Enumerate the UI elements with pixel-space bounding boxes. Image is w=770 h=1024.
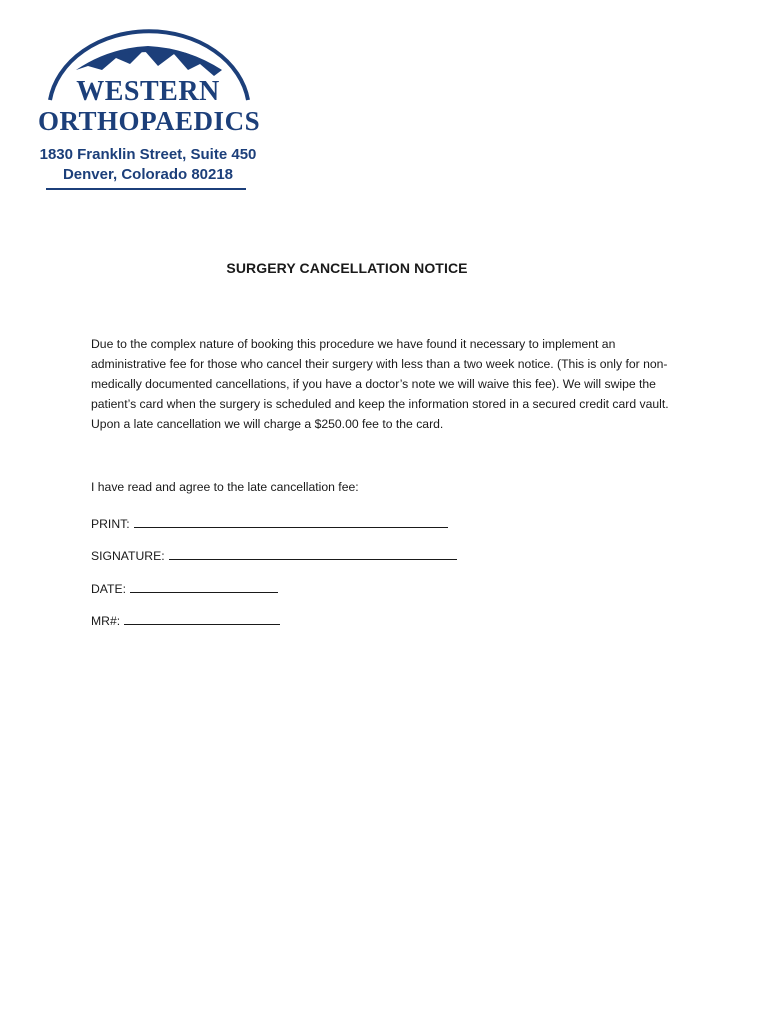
western-orthopaedics-logo (38, 24, 261, 196)
logo-text-orthopaedics: ORTHOPAEDICS (38, 106, 261, 136)
date-label: DATE: (91, 582, 126, 596)
address-line-2: Denver, Colorado 80218 (62, 166, 234, 183)
signature-blank-line[interactable] (169, 547, 457, 560)
signature-label: SIGNATURE: (91, 549, 165, 563)
mr-blank-line[interactable] (124, 612, 280, 625)
print-blank-line[interactable] (134, 515, 448, 528)
page-title: SURGERY CANCELLATION NOTICE (226, 260, 468, 276)
agreement-statement: I have read and agree to the late cancellation fee: (91, 480, 359, 494)
date-field (91, 580, 278, 596)
mr-number-field (91, 612, 280, 628)
signature-field (91, 547, 457, 563)
date-blank-line[interactable] (130, 580, 278, 593)
logo-divider (46, 188, 246, 190)
notice-body: Due to the complex nature of booking this procedure we have found it necessary to implement an administrative fee for those who cancel their surgery with less than a two week notice. (This is only for non-medically documented cancellations, if you have a doctor’s note we will waive this fee). We will swipe the patient’s card when the surgery is scheduled and keep the information stored in a secured credit card vault. Upon a late cancellation we will charge a $250.00 fee to the card. (91, 337, 669, 431)
print-field (91, 515, 448, 531)
logo-text-western: WESTERN (76, 76, 220, 107)
address-line-1: 1830 Franklin Street, Suite 450 (39, 146, 257, 163)
print-label: PRINT: (91, 517, 130, 531)
mr-label: MR#: (91, 614, 121, 628)
